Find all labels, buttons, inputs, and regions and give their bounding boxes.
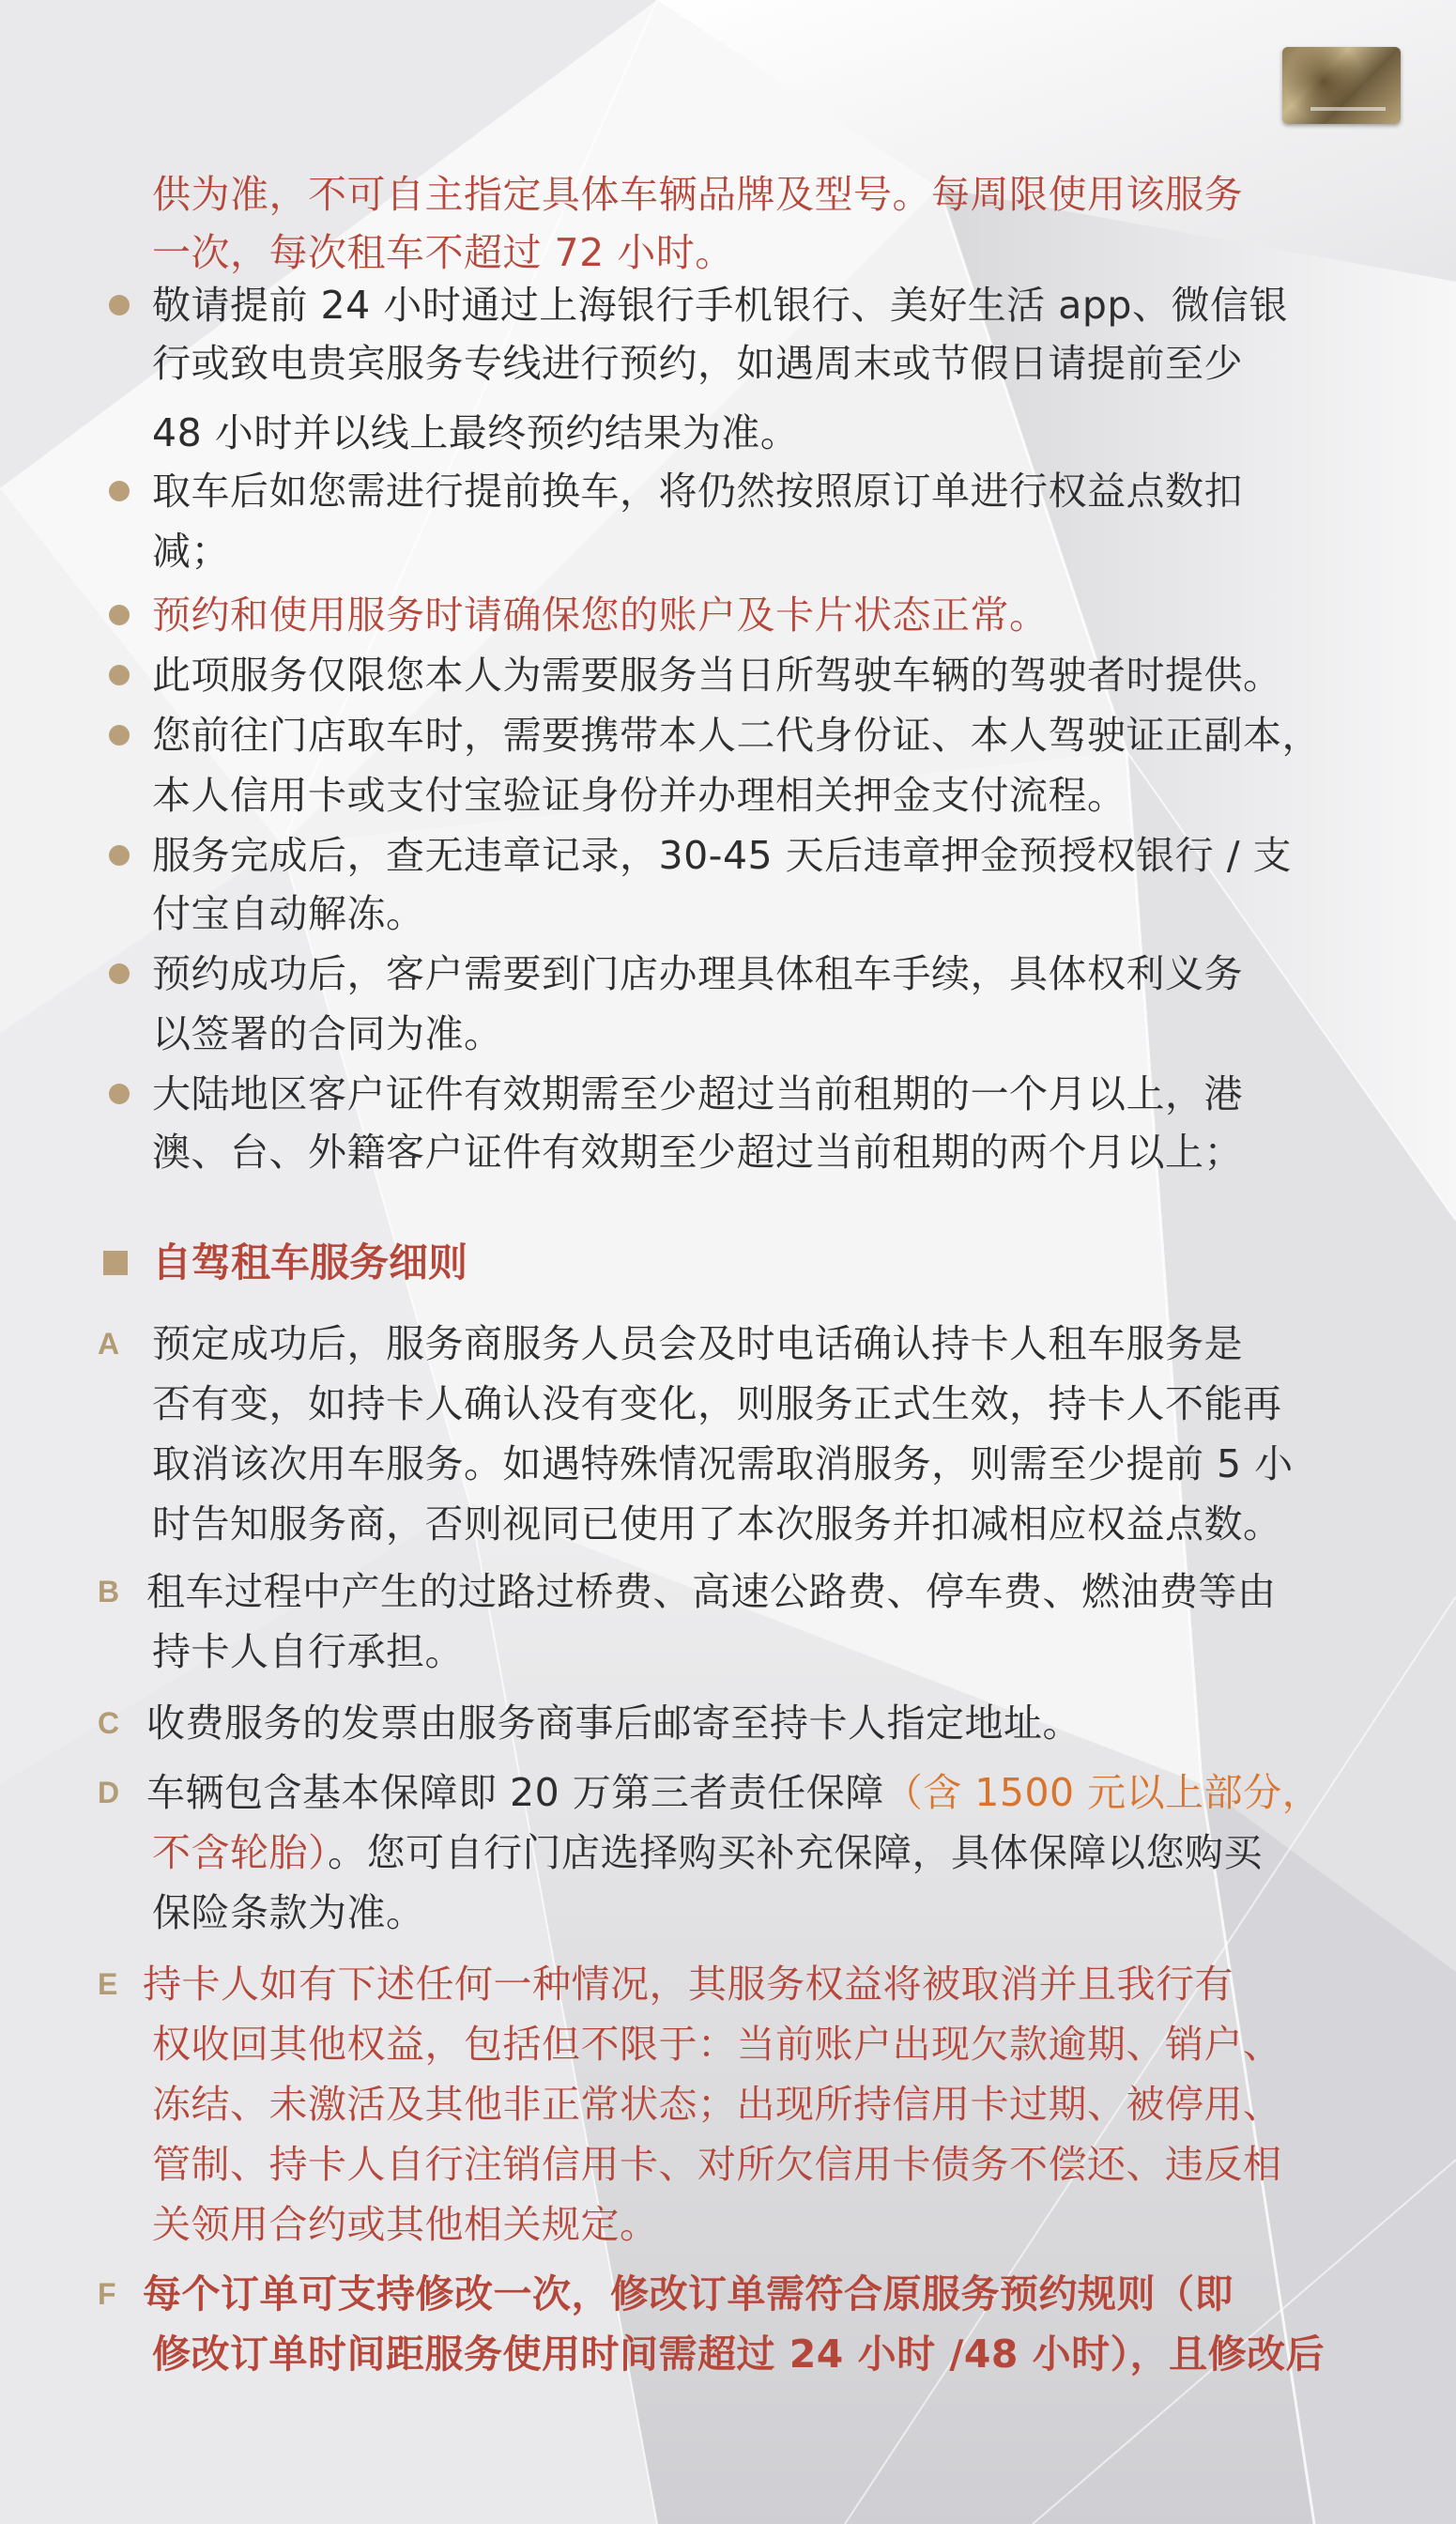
rule-text: 。您可自行门店选择购买补充保障，具体保障以您购买 [328,1830,1263,1875]
bullet-text: 服务完成后，查无违章记录，30-45 天后违章押金预授权银行 / 支 [152,833,1293,878]
bullet-dot [109,725,130,746]
rule-text-mixed [152,1824,1263,1882]
bullet-text: 行或致电贵宾服务专线进行预约，如遇周末或节假日请提前至少 [152,341,1243,386]
credit-card-thumbnail [1282,47,1401,124]
rule-letter: D [98,1776,120,1809]
bullet-dot [109,605,130,625]
rule-highlight: 不含轮胎） [152,1830,328,1875]
rule-text: 管制、持卡人自行注销信用卡、对所欠信用卡债务不偿还、违反相 [152,2142,1282,2187]
rule-letter: C [98,1706,120,1740]
rule-text: 时告知服务商，否则视同已使用了本次服务并扣减相应权益点数。 [152,1501,1282,1547]
bullet-text: 大陆地区客户证件有效期需至少超过当前租期的一个月以上，港 [152,1071,1243,1116]
rule-text: 租车过程中产生的过路过桥费、高速公路费、停车费、燃油费等由 [146,1569,1277,1614]
bullet-text: 本人信用卡或支付宝验证身份并办理相关押金支付流程。 [152,773,1126,818]
rule-text: 冻结、未激活及其他非正常状态；出现所持信用卡过期、被停用、 [152,2082,1282,2127]
rule-letter: A [98,1327,120,1361]
bullet-text: 预约和使用服务时请确保您的账户及卡片状态正常。 [152,593,1049,638]
rule-text: 持卡人自行承担。 [152,1629,464,1674]
intro-line: 供为准，不可自主指定具体车辆品牌及型号。每周限使用该服务 [152,172,1243,217]
bullet-text: 此项服务仅限您本人为需要服务当日所驾驶车辆的驾驶者时提供。 [152,653,1282,698]
rule-text: 车辆包含基本保障即 20 万第三者责任保障 [146,1770,884,1815]
rule-text: 预定成功后，服务商服务人员会及时电话确认持卡人租车服务是 [152,1321,1243,1366]
rule-text: 保险条款为准。 [152,1890,425,1935]
rule-letter: B [98,1575,120,1608]
rule-letter: E [98,1967,118,2001]
bullet-text: 敬请提前 24 小时通过上海银行手机银行、美好生活 app、微信银 [152,283,1288,328]
bullet-dot [109,963,130,984]
rule-text: 取消该次用车服务。如遇特殊情况需取消服务，则需至少提前 5 小 [152,1441,1294,1486]
rule-text: 收费服务的发票由服务商事后邮寄至持卡人指定地址。 [146,1701,1081,1746]
rule-text: 修改订单时间距服务使用时间需超过 24 小时 /48 小时），且修改后 [152,2332,1326,2377]
rule-text: 关领用合约或其他相关规定。 [152,2202,659,2247]
card-number-strip [1310,107,1386,111]
bullet-dot [109,665,130,685]
bullet-text: 预约成功后，客户需要到门店办理具体租车手续，具体权利义务 [152,951,1243,996]
bullet-dot [109,845,130,866]
bullet-text: 付宝自动解冻。 [152,891,425,936]
rule-letter: F [98,2277,116,2311]
rule-text: 权收回其他权益，包括但不限于：当前账户出现欠款逾期、销户、 [152,2022,1282,2067]
bullet-text: 48 小时并以线上最终预约结果为准。 [152,410,800,455]
bullet-text: 以签署的合同为准。 [152,1011,503,1056]
intro-line: 一次，每次租车不超过 72 小时。 [152,230,734,275]
section-title: 自驾租车服务细则 [152,1239,468,1285]
bullet-dot [109,1084,130,1104]
rule-text: 否有变，如持卡人确认没有变化，则服务正式生效，持卡人不能再 [152,1381,1282,1426]
bullet-text: 您前往门店取车时，需要携带本人二代身份证、本人驾驶证正副本， [152,713,1321,758]
card-artwork [1282,47,1401,124]
rule-text: 持卡人如有下述任何一种情况，其服务权益将被取消并且我行有 [143,1962,1234,2007]
bullet-text: 澳、台、外籍客户证件有效期至少超过当前租期的两个月以上； [152,1130,1243,1175]
rule-text-mixed [146,1763,1321,1822]
bullet-text: 减； [152,529,230,574]
bullet-text: 取车后如您需进行提前换车，将仍然按照原订单进行权益点数扣 [152,469,1243,514]
rule-highlight: （含 1500 元以上部分， [883,1770,1322,1815]
section-marker [103,1251,128,1275]
bullet-dot [109,481,130,501]
bullet-dot [109,295,130,316]
rule-text: 每个订单可支持修改一次，修改订单需符合原服务预约规则（即 [143,2271,1234,2316]
